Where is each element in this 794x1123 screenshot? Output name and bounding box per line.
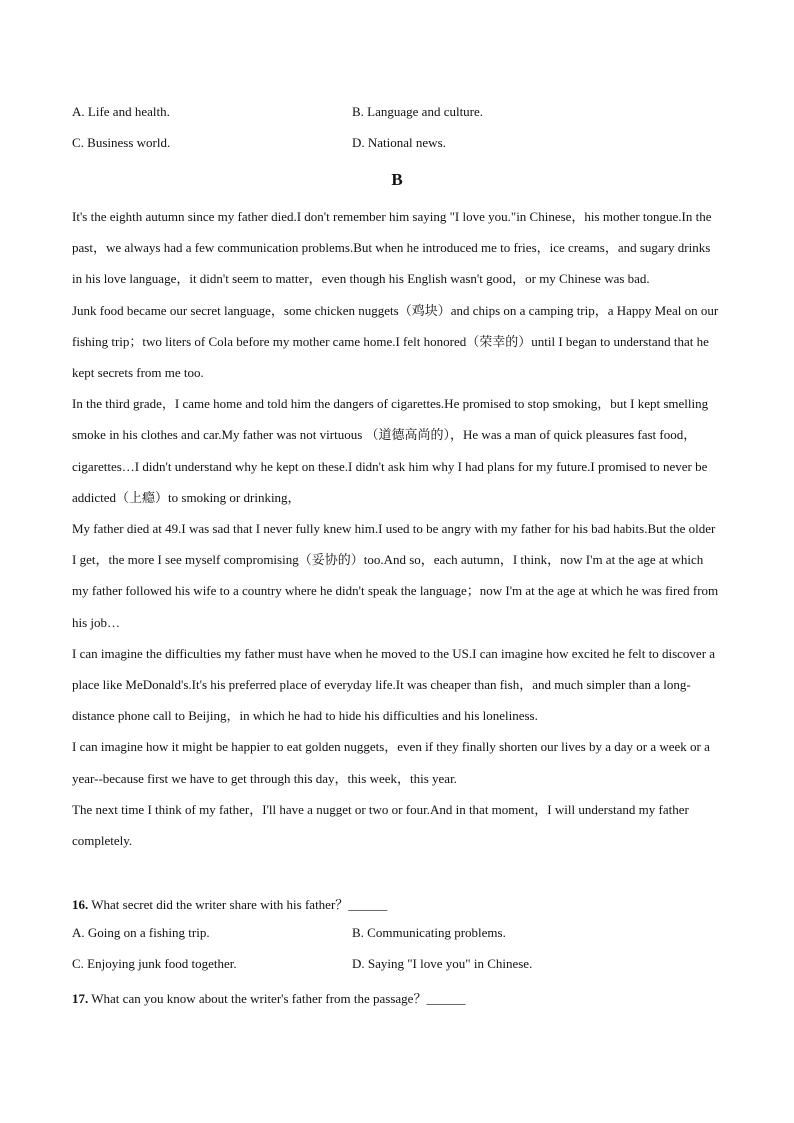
q16-option-c[interactable]: C. Enjoying junk food together. [72, 956, 237, 971]
passage-paragraph: I can imagine the difficulties my father must have when he moved to the US.I can imagine how excited he felt to discover a place like MeDonald's.It's his preferred place of everyday life.It was cheaper than fish，and much simpler than a long-distance phone call to Beijing，in which he had to hide his difficulties and his loneliness. [72, 645, 716, 724]
q16-option-b[interactable]: B. Communicating problems. [352, 925, 506, 940]
prev-option-d: D. National news. [352, 135, 446, 150]
prev-options-row-2 [72, 135, 732, 155]
prev-option-c: C. Business world. [72, 135, 171, 150]
reading-passage [72, 201, 722, 856]
q16-options-row-1 [72, 925, 732, 945]
question-16-stem: 16. What secret did the writer share with his father？______ [72, 897, 388, 912]
question-17-stem: 17. What can you know about the writer's father from the passage？______ [72, 991, 466, 1006]
passage-paragraph: Junk food became our secret language，some chicken nuggets（鸡块）and chips on a camping trip，a Happy Meal on our fishing trip；two liters of Cola before my mother came home.I felt honored（荣幸的）until I began to understand that he kept secrets from me too. [72, 302, 719, 381]
passage-paragraph: I can imagine how it might be happier to eat golden nuggets，even if they finally shorten our lives by a day or a week or a year--because first we have to get through this day，this week，this year. [72, 739, 710, 786]
q16-options-row-2 [72, 956, 732, 976]
passage-paragraph: In the third grade，I came home and told him the dangers of cigarettes.He promised to stop smoking，but I kept smelling smoke in his clothes and car.My father was not virtuous （道德高尚的），He was a man of quick pleasures fast food，cigarettes…I didn't understand why he kept on these.I didn't ask him why I had plans for my future.I promised to never be addicted（上瘾）to smoking or drinking， [72, 396, 709, 505]
section-title: B [391, 170, 403, 189]
passage-paragraph: The next time I think of my father，I'll have a nugget or two or four.And in that moment，I will understand my father completely. [72, 801, 689, 849]
prev-option-b: B. Language and culture. [352, 104, 484, 119]
passage-paragraph: It's the eighth autumn since my father died.I don't remember him saying "I love you."in Chinese，his mother tongue.In the past，we always had a few communication problems.But when he introduced me to fries，ice creams，and sugary drinks in his love language，it didn't seem to matter，even though his English wasn't good，or my Chinese was bad. [72, 209, 712, 287]
prev-option-a: A. Life and health. [72, 104, 170, 119]
q16-option-d[interactable]: D. Saying "I love you" in Chinese. [352, 956, 533, 971]
prev-options-row-1 [72, 104, 732, 124]
q16-option-a[interactable]: A. Going on a fishing trip. [72, 925, 210, 940]
passage-paragraph: My father died at 49.I was sad that I never fully knew him.I used to be angry with my father for his bad habits.But the older I get，the more I see myself compromising（妥协的）too.And so，each autumn，I think，now I'm at the age at which my father followed his wife to a country where he didn't speak the language；now I'm at the age at which he was fired from his job… [72, 521, 719, 630]
